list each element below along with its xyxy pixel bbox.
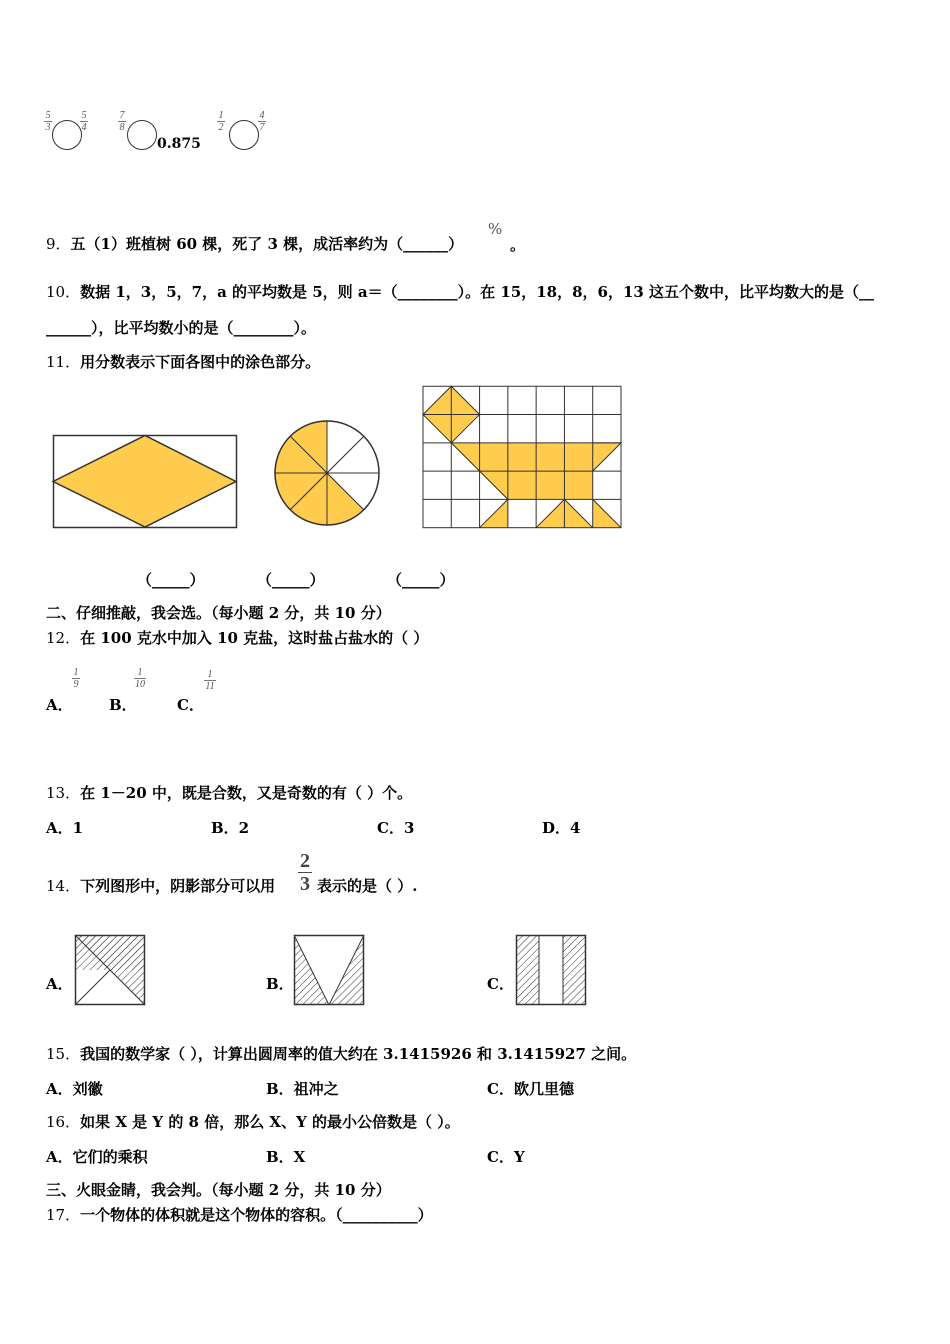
option-d[interactable]: D．4 bbox=[542, 819, 581, 837]
answer-blank-1[interactable]: （_____） bbox=[137, 571, 205, 589]
question-number: 16． bbox=[46, 1113, 81, 1131]
fraction: 4 7 bbox=[259, 110, 265, 133]
question-14 bbox=[46, 876, 275, 896]
question-10-cont: ______），比平均数小的是（________）。 bbox=[46, 319, 317, 337]
question-number: 12． bbox=[46, 629, 81, 647]
question-text: 一个物体的体积就是这个物体的容积。（__________） bbox=[80, 1206, 433, 1224]
compare-circle[interactable] bbox=[229, 120, 259, 150]
question-12 bbox=[46, 628, 428, 648]
option-c[interactable]: C．Y bbox=[487, 1148, 525, 1166]
decimal-value: 0.875 bbox=[157, 136, 201, 152]
answer-blank-2[interactable]: （_____） bbox=[257, 571, 325, 589]
fraction: 1 2 bbox=[218, 110, 224, 133]
question-15 bbox=[46, 1044, 636, 1064]
fraction-two-thirds: 2 3 bbox=[300, 850, 310, 895]
option-b[interactable]: B．祖冲之 bbox=[266, 1080, 339, 1098]
fraction: 7 8 bbox=[119, 110, 125, 133]
question-text: 五（1）班植树 60 棵，死了 3 棵，成活率约为（______） bbox=[70, 235, 464, 253]
question-text: 数据 1，3，5，7，a 的平均数是 5，则 a＝（________）。在 15，18，8，6，13 这五个数中，比平均数大的是（__ bbox=[80, 283, 875, 301]
rhombus-figure bbox=[53, 435, 237, 528]
grid-figure bbox=[423, 386, 621, 532]
question-text: 下列图形中，阴影部分可以用 bbox=[80, 877, 276, 895]
fraction: 5 3 bbox=[45, 110, 51, 133]
answer-blank-3[interactable]: （_____） bbox=[387, 571, 455, 589]
option-b[interactable]: B．X bbox=[266, 1148, 306, 1166]
question-number: 17． bbox=[46, 1206, 81, 1224]
question-number: 11． bbox=[46, 353, 81, 371]
section-heading: 三、火眼金睛，我会判。（每小题 2 分，共 10 分） bbox=[46, 1181, 391, 1199]
compare-circle[interactable] bbox=[52, 120, 82, 150]
question-text: 表示的是（ ）. bbox=[317, 877, 418, 895]
option-a[interactable]: A．1 bbox=[46, 819, 84, 837]
fraction: 1 10 bbox=[135, 667, 145, 690]
fraction: 1 11 bbox=[205, 669, 215, 692]
option-b-figure[interactable] bbox=[294, 935, 364, 1005]
question-number: 15． bbox=[46, 1045, 81, 1063]
option-c-figure[interactable] bbox=[516, 935, 586, 1005]
question-9 bbox=[46, 234, 463, 254]
option-a-figure[interactable] bbox=[75, 935, 145, 1005]
option-c[interactable]: C．欧几里德 bbox=[487, 1080, 574, 1098]
circle-figure bbox=[272, 420, 384, 526]
question-number: 14． bbox=[46, 877, 81, 895]
question-end: 。 bbox=[510, 236, 526, 254]
question-number: 10． bbox=[46, 283, 81, 301]
question-16 bbox=[46, 1112, 460, 1132]
question-11 bbox=[46, 352, 320, 372]
percent-sign: % bbox=[488, 220, 503, 238]
option-a[interactable]: A． bbox=[46, 975, 73, 993]
option-b[interactable]: B． bbox=[109, 696, 137, 714]
question-17 bbox=[46, 1205, 433, 1225]
question-13 bbox=[46, 783, 412, 803]
option-c[interactable]: C． bbox=[177, 696, 204, 714]
option-c[interactable]: C．3 bbox=[377, 819, 415, 837]
fraction: 5 4 bbox=[81, 110, 87, 133]
question-number: 13． bbox=[46, 784, 81, 802]
question-number: 9． bbox=[46, 235, 71, 253]
option-c[interactable]: C． bbox=[487, 975, 514, 993]
question-text: 如果 X 是 Y 的 8 倍，那么 X、Y 的最小公倍数是（ ）。 bbox=[80, 1113, 460, 1131]
option-a[interactable]: A．它们的乘积 bbox=[46, 1148, 148, 1166]
option-b[interactable]: B．2 bbox=[211, 819, 250, 837]
question-10 bbox=[46, 282, 874, 302]
question-text: 在 1－20 中，既是合数，又是奇数的有（ ）个。 bbox=[80, 784, 413, 802]
question-text: 在 100 克水中加入 10 克盐，这时盐占盐水的（ ） bbox=[80, 629, 429, 647]
option-b[interactable]: B． bbox=[266, 975, 294, 993]
compare-circle[interactable] bbox=[127, 120, 157, 150]
fraction: 1 9 bbox=[73, 667, 79, 690]
option-a[interactable]: A．刘徽 bbox=[46, 1080, 103, 1098]
option-a[interactable]: A． bbox=[46, 696, 73, 714]
section-heading: 二、仔细推敲，我会选。（每小题 2 分，共 10 分） bbox=[46, 604, 391, 622]
question-text: 用分数表示下面各图中的涂色部分。 bbox=[80, 353, 321, 371]
question-text: 我国的数学家（ ），计算出圆周率的值大约在 3.1415926 和 3.1415927 之间。 bbox=[80, 1045, 637, 1063]
